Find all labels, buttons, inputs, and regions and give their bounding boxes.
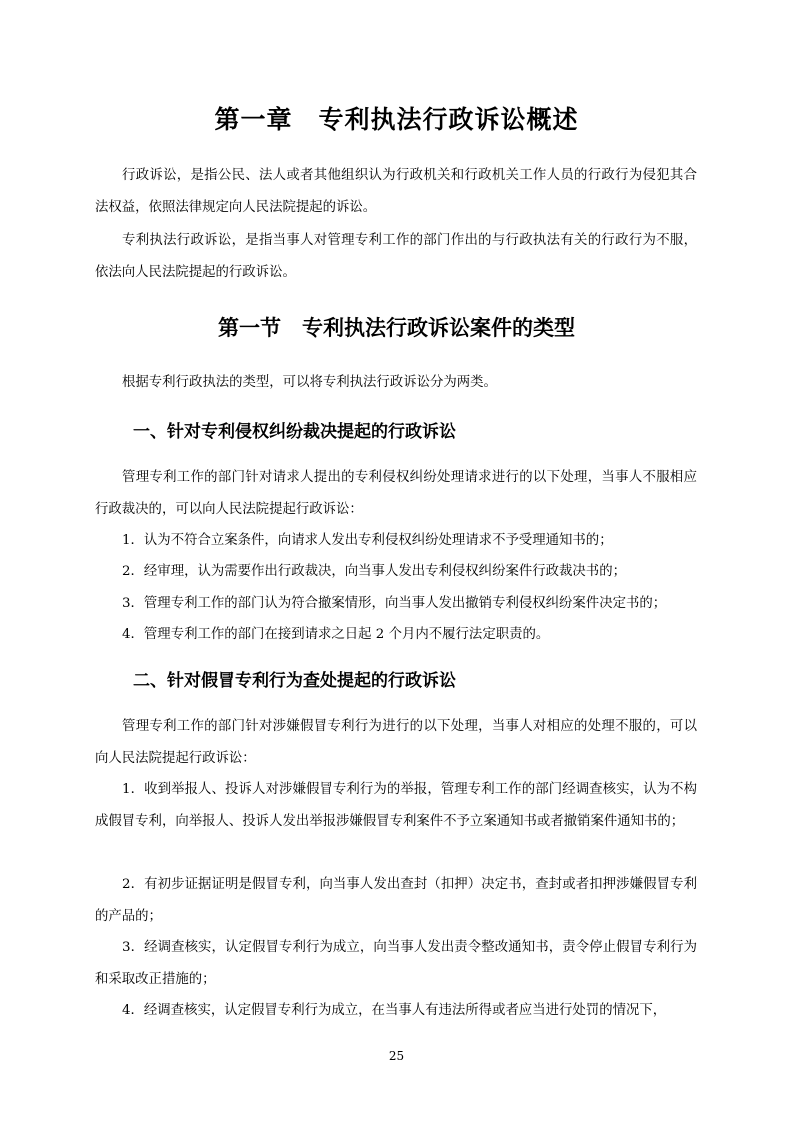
- part1-item-2: 2．经审理，认为需要作出行政裁决，向当事人发出专利侵权纠纷案件行政裁决书的；: [122, 564, 626, 579]
- part2-item-2: 2．有初步证据证明是假冒专利，向当事人发出查封（扣押）决定书，查封或者扣押涉嫌假冒专利的产品的；: [95, 877, 697, 924]
- section-title: 第一节 专利执法行政诉讼案件的类型: [218, 316, 575, 340]
- part2-item-1: 1．收到举报人、投诉人对涉嫌假冒专利行为的举报，管理专利工作的部门经调查核实，认为不构成假冒专利，向举报人、投诉人发出举报涉嫌假冒专利案件不予立案通知书或者撤销案件通知书的；: [95, 782, 697, 829]
- part1-item-3: 3．管理专利工作的部门认为符合撤案情形，向当事人发出撤销专利侵权纠纷案件决定书的；: [122, 596, 667, 611]
- part1-intro: 管理专利工作的部门针对请求人提出的专利侵权纠纷处理请求进行的以下处理，当事人不服相应行政裁决的，可以向人民法院提起行政诉讼：: [95, 470, 697, 517]
- intro-paragraph-2: 专利执法行政诉讼，是指当事人对管理专利工作的部门作出的与行政执法有关的行政行为不服，依法向人民法院提起的行政诉讼。: [95, 233, 697, 280]
- page-number: 25: [388, 1049, 405, 1063]
- part1-item-4: 4．管理专利工作的部门在接到请求之日起 2 个月内不履行法定职责的。: [122, 627, 550, 642]
- chapter-title: 第一章 专利执法行政诉讼概述: [214, 105, 579, 134]
- section-intro: 根据专利行政执法的类型，可以将专利执法行政诉讼分为两类。: [122, 375, 497, 390]
- intro-paragraph-1: 行政诉讼，是指公民、法人或者其他组织认为行政机关和行政机关工作人员的行政行为侵犯其合法权益，依照法律规定向人民法院提起的诉讼。: [95, 168, 697, 215]
- part1-item-1: 1．认为不符合立案条件，向请求人发出专利侵权纠纷处理请求不予受理通知书的；: [122, 533, 613, 548]
- part2-item-4: 4．经调查核实，认定假冒专利行为成立，在当事人有违法所得或者应当进行处罚的情况下，: [122, 1003, 667, 1018]
- part2-intro: 管理专利工作的部门针对涉嫌假冒专利行为进行的以下处理，当事人对相应的处理不服的，可以向人民法院提起行政诉讼：: [95, 719, 697, 766]
- part2-item-3: 3．经调查核实，认定假冒专利行为成立，向当事人发出责令整改通知书，责令停止假冒专利行为和采取改正措施的；: [95, 940, 697, 987]
- part1-heading: 一、针对专利侵权纠纷裁决提起的行政诉讼: [133, 422, 456, 442]
- part2-heading: 二、针对假冒专利行为查处提起的行政诉讼: [133, 671, 456, 691]
